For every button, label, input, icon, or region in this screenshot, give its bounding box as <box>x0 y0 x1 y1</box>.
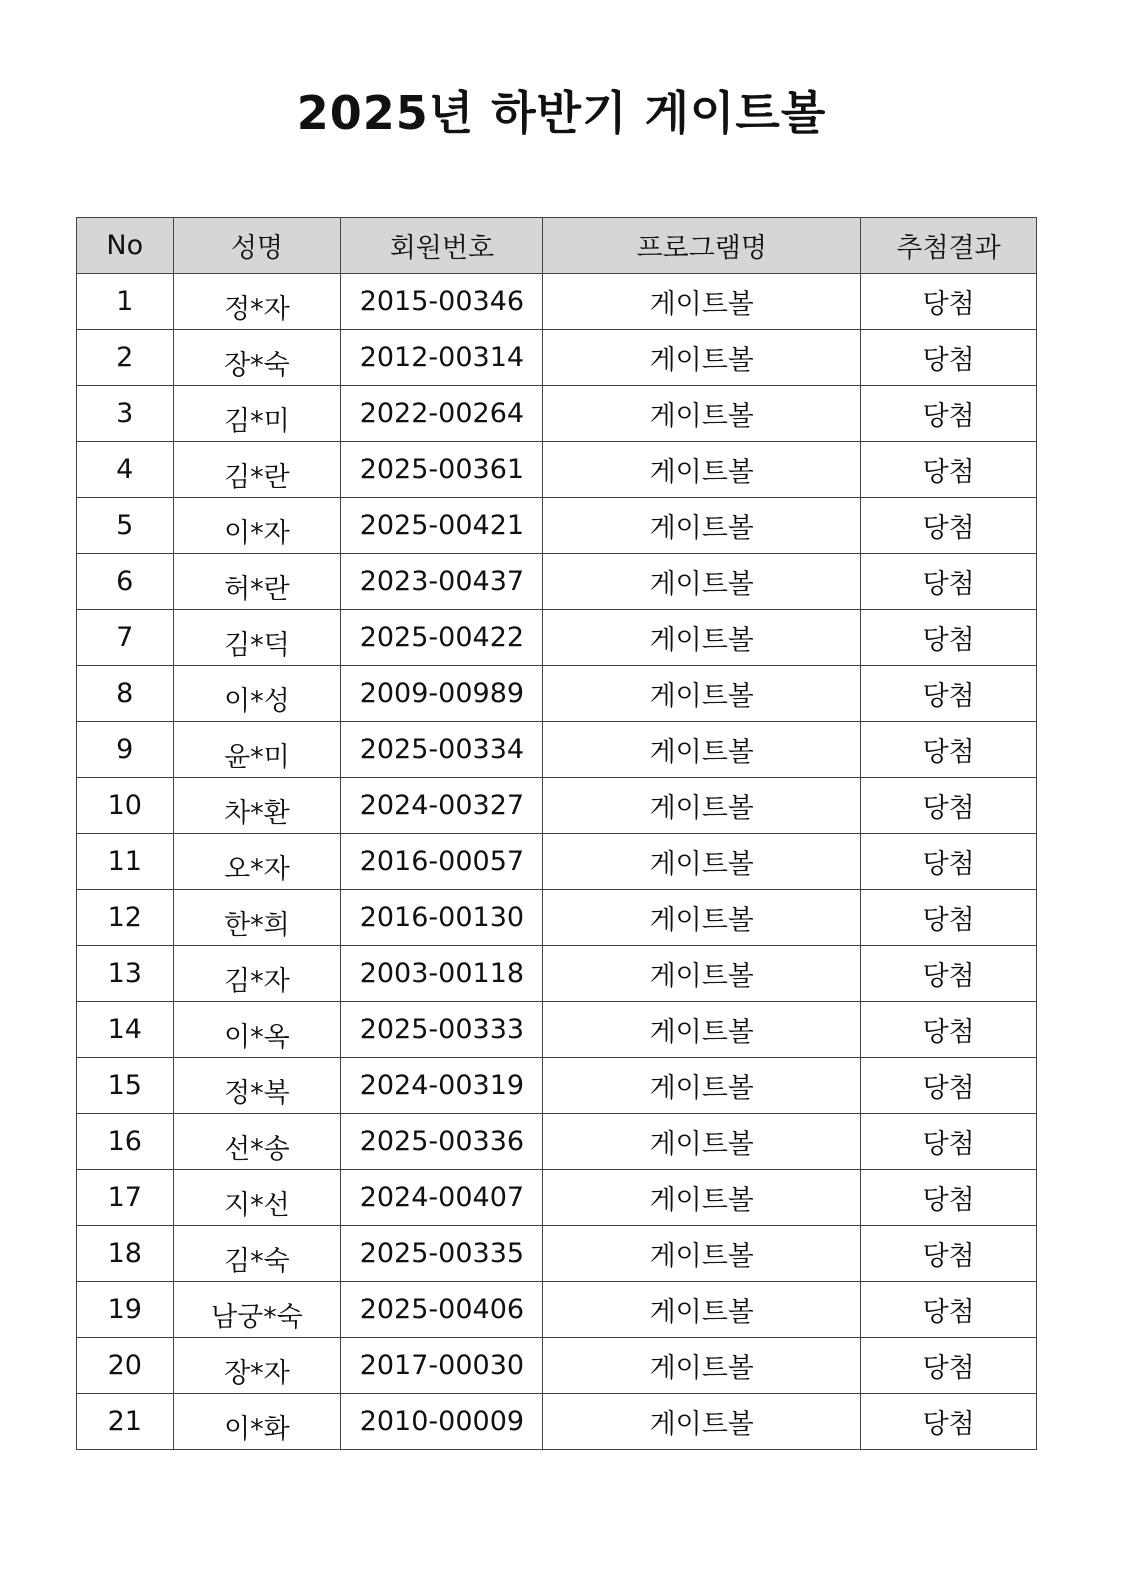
cell-name <box>173 666 341 722</box>
cell-no: 21 <box>77 1394 174 1450</box>
cell-member-id: 2024-00407 <box>341 1170 543 1226</box>
cell-no: 4 <box>77 442 174 498</box>
table-row <box>77 946 1037 1002</box>
table-row <box>77 778 1037 834</box>
cell-no: 10 <box>77 778 174 834</box>
table-row <box>77 610 1037 666</box>
cell-member-id: 2010-00009 <box>341 1394 543 1450</box>
name-text: 허*란 <box>224 574 290 605</box>
cell-result: 당첨 <box>861 1394 1037 1450</box>
cell-program: 게이트볼 <box>543 1170 861 1226</box>
name-text: 김*덕 <box>224 630 290 661</box>
cell-result: 당첨 <box>861 1002 1037 1058</box>
lottery-result-table <box>76 217 1037 1450</box>
cell-member-id: 2025-00335 <box>341 1226 543 1282</box>
cell-name <box>173 834 341 890</box>
cell-no: 6 <box>77 554 174 610</box>
cell-no: 17 <box>77 1170 174 1226</box>
cell-result: 당첨 <box>861 666 1037 722</box>
table-row <box>77 554 1037 610</box>
table-row <box>77 330 1037 386</box>
cell-program: 게이트볼 <box>543 442 861 498</box>
cell-member-id: 2025-00333 <box>341 1002 543 1058</box>
cell-program: 게이트볼 <box>543 890 861 946</box>
cell-name <box>173 1114 341 1170</box>
cell-no: 19 <box>77 1282 174 1338</box>
table-row <box>77 1170 1037 1226</box>
cell-program: 게이트볼 <box>543 1394 861 1450</box>
header-result: 추첨결과 <box>861 218 1037 274</box>
cell-name <box>173 610 341 666</box>
cell-name <box>173 946 341 1002</box>
cell-result: 당첨 <box>861 554 1037 610</box>
cell-name <box>173 330 341 386</box>
name-text: 김*란 <box>224 462 290 493</box>
table-row <box>77 1226 1037 1282</box>
cell-program: 게이트볼 <box>543 946 861 1002</box>
cell-no: 11 <box>77 834 174 890</box>
cell-member-id: 2025-00421 <box>341 498 543 554</box>
table-row <box>77 666 1037 722</box>
name-text: 정*자 <box>224 294 290 325</box>
table-row <box>77 1338 1037 1394</box>
cell-program: 게이트볼 <box>543 610 861 666</box>
name-text: 윤*미 <box>224 742 290 773</box>
cell-program: 게이트볼 <box>543 274 861 330</box>
cell-member-id: 2023-00437 <box>341 554 543 610</box>
header-program: 프로그램명 <box>543 218 861 274</box>
cell-no: 1 <box>77 274 174 330</box>
name-text: 이*옥 <box>224 1022 290 1053</box>
cell-name <box>173 386 341 442</box>
table-row <box>77 1394 1037 1450</box>
cell-name <box>173 1338 341 1394</box>
cell-result: 당첨 <box>861 386 1037 442</box>
cell-no: 13 <box>77 946 174 1002</box>
cell-result: 당첨 <box>861 274 1037 330</box>
table-body <box>77 274 1037 1450</box>
name-text: 김*숙 <box>224 1246 290 1277</box>
cell-result: 당첨 <box>861 890 1037 946</box>
cell-result: 당첨 <box>861 1282 1037 1338</box>
name-text: 한*희 <box>224 910 290 941</box>
cell-no: 14 <box>77 1002 174 1058</box>
table-row <box>77 1058 1037 1114</box>
cell-member-id: 2024-00319 <box>341 1058 543 1114</box>
table-row <box>77 834 1037 890</box>
cell-name <box>173 1002 341 1058</box>
cell-result: 당첨 <box>861 834 1037 890</box>
table-row <box>77 1114 1037 1170</box>
cell-name <box>173 1170 341 1226</box>
cell-result: 당첨 <box>861 610 1037 666</box>
cell-member-id: 2016-00057 <box>341 834 543 890</box>
cell-program: 게이트볼 <box>543 1058 861 1114</box>
cell-member-id: 2025-00336 <box>341 1114 543 1170</box>
cell-member-id: 2024-00327 <box>341 778 543 834</box>
cell-name <box>173 1282 341 1338</box>
cell-result: 당첨 <box>861 1226 1037 1282</box>
name-text: 이*성 <box>224 686 290 717</box>
cell-member-id: 2022-00264 <box>341 386 543 442</box>
name-text: 장*자 <box>224 1358 290 1389</box>
cell-result: 당첨 <box>861 722 1037 778</box>
cell-name <box>173 1394 341 1450</box>
cell-result: 당첨 <box>861 778 1037 834</box>
cell-member-id: 2025-00422 <box>341 610 543 666</box>
cell-no: 3 <box>77 386 174 442</box>
cell-member-id: 2003-00118 <box>341 946 543 1002</box>
cell-no: 15 <box>77 1058 174 1114</box>
cell-no: 5 <box>77 498 174 554</box>
name-text: 지*선 <box>224 1190 290 1221</box>
cell-result: 당첨 <box>861 498 1037 554</box>
cell-no: 18 <box>77 1226 174 1282</box>
name-text: 남궁*숙 <box>211 1302 303 1333</box>
header-name: 성명 <box>173 218 341 274</box>
cell-name <box>173 722 341 778</box>
table-header-row <box>77 218 1037 274</box>
cell-name <box>173 778 341 834</box>
cell-program: 게이트볼 <box>543 722 861 778</box>
page-title: 2025년 하반기 게이트볼 <box>296 86 827 140</box>
name-text: 정*복 <box>224 1078 290 1109</box>
cell-result: 당첨 <box>861 1058 1037 1114</box>
cell-member-id: 2017-00030 <box>341 1338 543 1394</box>
cell-member-id: 2016-00130 <box>341 890 543 946</box>
cell-name <box>173 498 341 554</box>
cell-name <box>173 554 341 610</box>
table-header <box>77 218 1037 274</box>
cell-program: 게이트볼 <box>543 330 861 386</box>
cell-no: 2 <box>77 330 174 386</box>
cell-result: 당첨 <box>861 442 1037 498</box>
cell-name <box>173 890 341 946</box>
header-no: No <box>77 218 174 274</box>
table-row <box>77 890 1037 946</box>
name-text: 이*자 <box>224 518 290 549</box>
cell-program: 게이트볼 <box>543 386 861 442</box>
cell-program: 게이트볼 <box>543 1002 861 1058</box>
cell-result: 당첨 <box>861 1114 1037 1170</box>
table-row <box>77 386 1037 442</box>
cell-name <box>173 442 341 498</box>
cell-member-id: 2015-00346 <box>341 274 543 330</box>
cell-result: 당첨 <box>861 1338 1037 1394</box>
cell-no: 7 <box>77 610 174 666</box>
cell-result: 당첨 <box>861 1170 1037 1226</box>
name-text: 차*환 <box>224 798 290 829</box>
cell-program: 게이트볼 <box>543 1338 861 1394</box>
name-text: 장*숙 <box>224 350 290 381</box>
cell-result: 당첨 <box>861 330 1037 386</box>
cell-program: 게이트볼 <box>543 1226 861 1282</box>
table-row <box>77 442 1037 498</box>
name-text: 이*화 <box>224 1414 290 1445</box>
table-row <box>77 722 1037 778</box>
cell-member-id: 2025-00361 <box>341 442 543 498</box>
cell-member-id: 2009-00989 <box>341 666 543 722</box>
cell-no: 12 <box>77 890 174 946</box>
table-row <box>77 274 1037 330</box>
header-member-id: 회원번호 <box>341 218 543 274</box>
cell-no: 8 <box>77 666 174 722</box>
name-text: 김*미 <box>224 406 290 437</box>
cell-program: 게이트볼 <box>543 498 861 554</box>
table-row <box>77 1002 1037 1058</box>
cell-program: 게이트볼 <box>543 1282 861 1338</box>
cell-program: 게이트볼 <box>543 1114 861 1170</box>
cell-no: 20 <box>77 1338 174 1394</box>
cell-member-id: 2025-00334 <box>341 722 543 778</box>
table-row <box>77 498 1037 554</box>
cell-name <box>173 1226 341 1282</box>
cell-program: 게이트볼 <box>543 834 861 890</box>
name-text: 김*자 <box>224 966 290 997</box>
cell-program: 게이트볼 <box>543 666 861 722</box>
cell-program: 게이트볼 <box>543 778 861 834</box>
cell-program: 게이트볼 <box>543 554 861 610</box>
cell-no: 16 <box>77 1114 174 1170</box>
name-text: 선*송 <box>224 1134 290 1165</box>
cell-name <box>173 1058 341 1114</box>
cell-name <box>173 274 341 330</box>
name-text: 오*자 <box>224 854 290 885</box>
cell-result: 당첨 <box>861 946 1037 1002</box>
table-row <box>77 1282 1037 1338</box>
cell-member-id: 2025-00406 <box>341 1282 543 1338</box>
cell-member-id: 2012-00314 <box>341 330 543 386</box>
cell-no: 9 <box>77 722 174 778</box>
